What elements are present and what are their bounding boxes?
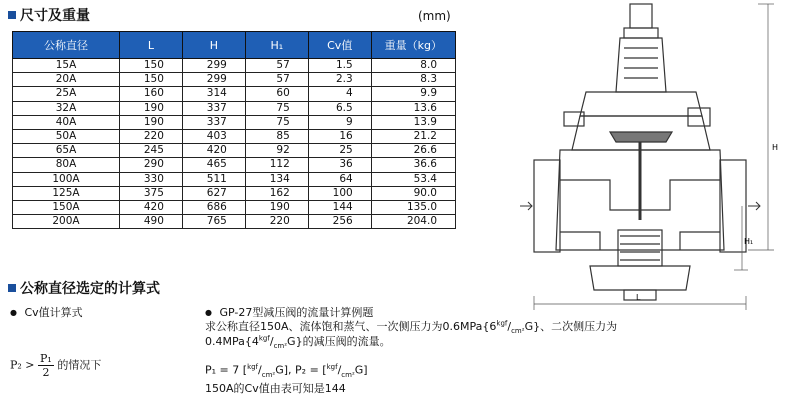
pressure-condition xyxy=(10,352,101,379)
table-cell: 64 xyxy=(308,172,371,186)
fraction-numerator: P₁ xyxy=(40,352,52,365)
table-cell: 314 xyxy=(182,87,245,101)
cm2-unit: cm² xyxy=(273,342,288,351)
table-cell: 92 xyxy=(245,144,308,158)
table-row xyxy=(13,215,456,229)
table-cell: 100A xyxy=(13,172,120,186)
table-cell: 25 xyxy=(308,144,371,158)
table-cell: 40A xyxy=(13,115,120,129)
header-cv: Cv值 xyxy=(308,32,371,59)
table-cell: 150A xyxy=(13,200,120,214)
table-cell: 299 xyxy=(182,73,245,87)
header-h: H xyxy=(182,32,245,59)
h1-label: H₁ xyxy=(744,237,754,246)
example-line-4 xyxy=(205,380,346,396)
table-cell: 16 xyxy=(308,129,371,143)
header-nominal-size: 公称直径 xyxy=(13,32,120,59)
table-cell: 57 xyxy=(245,59,308,73)
calc-title-text: 公称直径选定的计算式 xyxy=(20,281,160,297)
table-cell: 8.3 xyxy=(371,73,455,87)
table-cell: 160 xyxy=(120,87,183,101)
table-cell: 50A xyxy=(13,129,120,143)
table-header-row xyxy=(13,32,456,59)
table-cell: 100 xyxy=(308,186,371,200)
table-cell: 1.5 xyxy=(308,59,371,73)
condition-text: 的情况下 xyxy=(57,358,102,372)
table-cell: 2.3 xyxy=(308,73,371,87)
table-cell: 420 xyxy=(120,200,183,214)
table-cell: 32A xyxy=(13,101,120,115)
example-line-2: $0.4MPa\{4^{kgf}/_{cm^2}G\}$的减压阀的流量。 xyxy=(205,334,391,351)
kgf-unit: kgf xyxy=(326,363,338,371)
table-cell: 330 xyxy=(120,172,183,186)
cm2-unit: cm² xyxy=(261,370,276,379)
table-cell: 204.0 xyxy=(371,215,455,229)
example-line-1: 求公称直径150A、流体饱和蒸气、一次侧压力为$0.6MPa\{6^{kgf}/_{cm^2}G\}$、二次侧压力为 xyxy=(205,319,618,336)
kgf-unit: kgf xyxy=(496,319,508,328)
table-cell: 490 xyxy=(120,215,183,229)
example-title-text: GP-27型减压阀的流量计算例题 xyxy=(219,306,374,319)
table-cell: 686 xyxy=(182,200,245,214)
table-cell: 337 xyxy=(182,101,245,115)
table-row xyxy=(13,200,456,214)
kgf-unit: kgf xyxy=(247,363,259,371)
table-cell: 337 xyxy=(182,115,245,129)
table-cell: 245 xyxy=(120,144,183,158)
section-square-icon xyxy=(8,284,16,292)
table-cell: 144 xyxy=(308,200,371,214)
example-line-3: P₁ = 7 $[^{kgf}/_{cm^2}G]$, $P_2 = [^{kgf}/_{cm^2}G]$ xyxy=(205,363,368,379)
valve-section-drawing xyxy=(520,0,804,320)
line2-part-b: G}的减压阀的流量。 xyxy=(287,335,391,348)
table-row xyxy=(13,59,456,73)
cv-formula-label xyxy=(10,304,83,320)
dimension-section-title xyxy=(8,5,90,25)
line3-part-a: P₁ = 7 xyxy=(205,363,240,377)
line3-part-b: G], P₂ = xyxy=(275,363,319,377)
table-cell: 375 xyxy=(120,186,183,200)
table-cell: 403 xyxy=(182,129,245,143)
dimension-title-text: 尺寸及重量 xyxy=(20,8,90,24)
header-weight: 重量（kg） xyxy=(371,32,455,59)
table-cell: 26.6 xyxy=(371,144,455,158)
table-cell: 511 xyxy=(182,172,245,186)
table-row xyxy=(13,73,456,87)
condition-lhs: P₂ > xyxy=(10,358,35,372)
line3-part-c: G] xyxy=(354,363,368,377)
table-cell: 13.9 xyxy=(371,115,455,129)
table-cell: 9 xyxy=(308,115,371,129)
table-row xyxy=(13,87,456,101)
table-cell: 4 xyxy=(308,87,371,101)
table-cell: 15A xyxy=(13,59,120,73)
table-row xyxy=(13,144,456,158)
table-cell: 162 xyxy=(245,186,308,200)
table-cell: 85 xyxy=(245,129,308,143)
cv-formula-label-text: Cv值计算式 xyxy=(24,306,83,319)
table-cell: 75 xyxy=(245,101,308,115)
p1-over-2-fraction xyxy=(38,352,54,379)
dimension-table xyxy=(12,31,456,229)
table-cell: 20A xyxy=(13,73,120,87)
unit-label: (mm) xyxy=(418,9,451,23)
header-h1: H₁ xyxy=(245,32,308,59)
table-cell: 80A xyxy=(13,158,120,172)
table-cell: 36.6 xyxy=(371,158,455,172)
table-cell: 125A xyxy=(13,186,120,200)
table-row xyxy=(13,129,456,143)
table-cell: 150 xyxy=(120,59,183,73)
table-cell: 200A xyxy=(13,215,120,229)
table-cell: 36 xyxy=(308,158,371,172)
kgf-unit: kgf xyxy=(258,334,270,343)
line2-part-a: 0.4MPa{4 xyxy=(205,335,259,348)
table-cell: 25A xyxy=(13,87,120,101)
table-cell: 6.5 xyxy=(308,101,371,115)
table-cell: 420 xyxy=(182,144,245,158)
table-row xyxy=(13,101,456,115)
table-cell: 290 xyxy=(120,158,183,172)
table-cell: 150 xyxy=(120,73,183,87)
table-cell: 220 xyxy=(120,129,183,143)
l-label: L xyxy=(636,293,641,302)
table-cell: 60 xyxy=(245,87,308,101)
table-row xyxy=(13,158,456,172)
table-cell: 8.0 xyxy=(371,59,455,73)
line1-part-b: G}、二次侧压力为 xyxy=(524,320,618,333)
table-cell: 465 xyxy=(182,158,245,172)
table-cell: 220 xyxy=(245,215,308,229)
table-cell: 13.6 xyxy=(371,101,455,115)
table-row xyxy=(13,186,456,200)
table-cell: 627 xyxy=(182,186,245,200)
table-cell: 53.4 xyxy=(371,172,455,186)
table-cell: 21.2 xyxy=(371,129,455,143)
table-row xyxy=(13,115,456,129)
line1-part-a: 求公称直径150A、流体饱和蒸气、一次侧压力为0.6MPa{6 xyxy=(205,320,497,333)
table-cell: 190 xyxy=(245,200,308,214)
table-cell: 65A xyxy=(13,144,120,158)
table-cell: 9.9 xyxy=(371,87,455,101)
table-cell: 134 xyxy=(245,172,308,186)
cm2-unit: cm² xyxy=(511,327,525,336)
valve-cap xyxy=(630,4,652,28)
table-cell: 90.0 xyxy=(371,186,455,200)
table-cell: 299 xyxy=(182,59,245,73)
section-square-icon xyxy=(8,11,16,19)
table-cell: 135.0 xyxy=(371,200,455,214)
calc-section-title xyxy=(8,278,160,298)
table-cell: 57 xyxy=(245,73,308,87)
table-cell: 256 xyxy=(308,215,371,229)
spring-housing xyxy=(616,38,666,92)
table-cell: 190 xyxy=(120,115,183,129)
table-cell: 112 xyxy=(245,158,308,172)
cm2-unit: cm² xyxy=(341,370,355,379)
fraction-denominator: 2 xyxy=(42,366,50,379)
table-cell: 765 xyxy=(182,215,245,229)
table-row xyxy=(13,172,456,186)
table-cell: 190 xyxy=(120,101,183,115)
line4-text: 150A的Cv值由表可知是144 xyxy=(205,382,346,395)
table-cell: 75 xyxy=(245,115,308,129)
h-label: H xyxy=(772,143,779,152)
header-l: L xyxy=(120,32,183,59)
